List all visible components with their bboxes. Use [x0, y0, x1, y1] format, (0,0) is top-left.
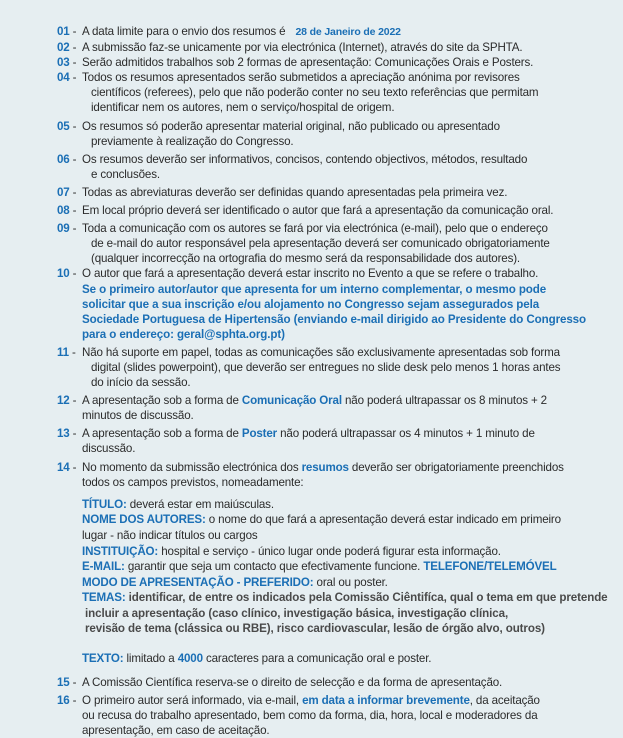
field-texto: TEXTO: limitado a 4000 caracteres para a comunicação oral e poster.: [82, 652, 432, 666]
rule-09: 09 - Toda a comunicação com os autores se fará por via electrónica (e-mail), pelo que o endereço de e-mail do autor responsável pela apresentação deverá ser comunicado obrigatoriamente (qualquer incorrecção na ortografia do mesmo será da responsabilidade dos autores).: [57, 222, 550, 266]
deadline-date: 28 de Janeiro de 2022: [295, 26, 401, 38]
field-autores: NOME DOS AUTORES: o nome do que fará a apresentação deverá estar indicado em primeiro: [82, 513, 561, 527]
rule-05: 05 - Os resumos só poderão apresentar material original, não publicado ou apresentado previamente à realização do Congresso.: [57, 119, 500, 148]
rule-13: 13 - A apresentação sob a forma de Poster não poderá ultrapassar os 4 minutos + 1 minuto de discussão.: [57, 427, 535, 456]
rule-08: 08 - Em local próprio deverá ser identificado o autor que fará a apresentação da comunicação oral.: [57, 204, 554, 218]
intern-note: Se o primeiro autor/autor que apresenta for um interno complementar, o mesmo pode solicitar que a sua inscrição e/ou alojamento no Congresso sejam assegurados pela Sociedade Portuguesa de Hipertensão (enviando e-mail dirigido ao Presidente do Congresso para o endereço: geral@sphta.org.pt): [82, 282, 621, 342]
field-modo: MODO DE APRESENTAÇÃO - PREFERIDO: oral ou poster.: [82, 575, 388, 589]
submission-rules: [57, 24, 621, 738]
rule-07: 07 - Todas as abreviaturas deverão ser definidas quando apresentadas pela primeira vez.: [57, 185, 508, 199]
rule-03: 03 - Serão admitidos trabalhos sob 2 formas de apresentação: Comunicações Orais e Posters.: [57, 56, 534, 70]
field-temas: TEMAS: identificar, de entre os indicados pela Comissão Ciêntifíca, qual o tema em que pretende: [82, 591, 608, 605]
rule-02: 02 - A submissão faz-se unicamente por via electrónica (Internet), através do site da SPHTA.: [57, 41, 523, 55]
field-instituicao: INSTITUIÇÃO: hospital e serviço - único lugar onde poderá figurar esta informação.: [82, 544, 501, 558]
rule-06: 06 - Os resumos deverão ser informativos, concisos, contendo objectivos, métodos, resultado e conclusões.: [57, 152, 528, 181]
rule-01: 01 - A data limite para o envio dos resumos é 28 de Janeiro de 2022: [57, 25, 401, 38]
rule-16: 16 - O primeiro autor será informado, via e-mail, em data a informar brevemente, da aceitação ou recusa do trabalho apresentado, bem como da forma, dia, hora, local e moderadores da apresentação, em caso de aceitação.: [57, 693, 540, 737]
rule-14: 14 - No momento da submissão electrónica dos resumos deverão ser obrigatoriamente preenchidos todos os campos previstos, nomeadamente: TÍTULO: deverá estar em maiúsculas. NOME DOS AUTORES: o nome do que fará a apresentação deverá estar indicado em primeiro lugar - não indicar títulos ou cargos INSTITUIÇÃO: hospital e serviço - único lugar onde poderá figurar esta informação. E-MAIL: garantir que seja um contacto que efectivamente funcione. TELEFONE/TELEMÓVEL MODO DE APRESENTAÇÃO - PREFERIDO: oral ou poster. TEMAS: identificar, de entre os indicados pela Comissão Ciêntifíca, qual o tema em que pretende incluir a apresentação (caso clínico, investigação básica, investigação clínica, revisão de tema (clássica ou RBE), risco cardiovascular, lesão de órgão alvo, outros) TEXTO: limitado a 4000 caracteres para a comunicação oral e poster.: [61, 460, 621, 667]
field-email: E-MAIL: garantir que seja um contacto que efectivamente funcione. TELEFONE/TELEMÓVEL: [82, 560, 557, 574]
field-titulo: TÍTULO: deverá estar em maiúsculas.: [82, 497, 274, 511]
rule-12: 12 - A apresentação sob a forma de Comunicação Oral não poderá ultrapassar os 8 minutos + 2 minutos de discussão.: [57, 394, 547, 423]
rule-number: 01: [57, 25, 70, 38]
contact-email: para o endereço: geral@sphta.org.pt): [82, 327, 285, 341]
rule-04: 04 - Todos os resumos apresentados serão submetidos a apreciação anónima por revisores científicos (referees), pelo que não poderão conter no seu texto referências que permitam identificar nem os autores, nem o serviço/hospital de origem.: [57, 71, 539, 115]
rule-10: 10 - O autor que fará a apresentação deverá estar inscrito no Evento a que se refere o trabalho. Se o primeiro autor/autor que apresenta for um interno complementar, o mesmo pode solicitar que a sua inscrição e/ou alojamento no Congresso sejam assegurados pela Sociedade Portuguesa de Hipertensão (enviando e-mail dirigido ao Presidente do Congresso para o endereço: geral@sphta.org.pt): [61, 266, 621, 341]
rule-15: 15 - A Comissão Científica reserva-se o direito de selecção e da forma de apresentação.: [57, 675, 503, 689]
rule-11: 11 - Não há suporte em papel, todas as comunicações são exclusivamente apresentadas sob forma digital (slides powerpoint), que deverão ser entregues no slide desk pelo menos 1 horas antes do início da sessão.: [57, 345, 561, 390]
